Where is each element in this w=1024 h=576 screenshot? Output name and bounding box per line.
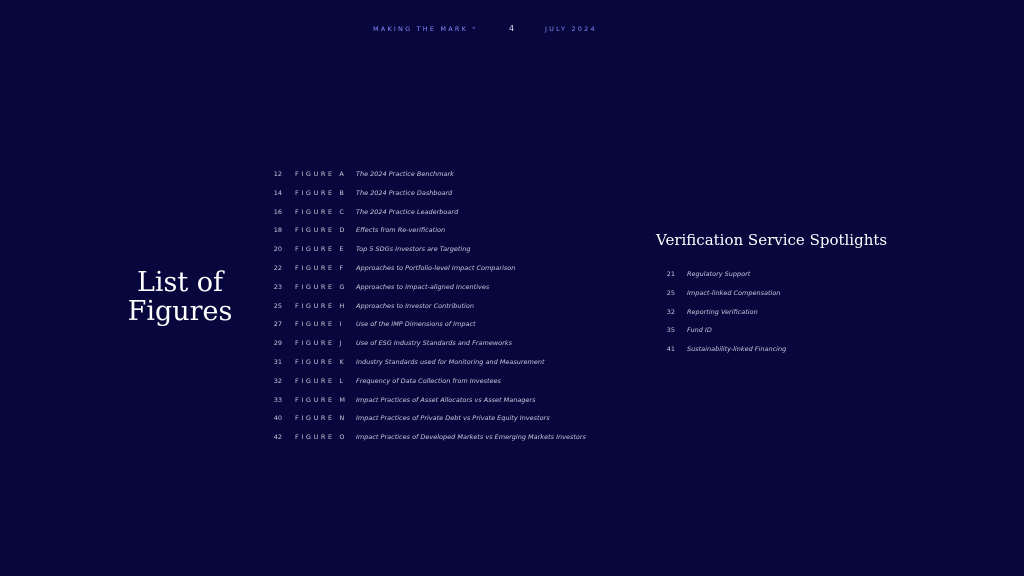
figure-page-number: 32 — [273, 376, 282, 385]
spotlights-heading: Verification Service Spotlights — [656, 231, 888, 249]
spotlight-title: Regulatory Support — [687, 270, 751, 278]
figure-page-number: 23 — [273, 282, 282, 291]
spotlight-entry[interactable] — [656, 287, 856, 306]
figure-page-number: 25 — [273, 301, 282, 310]
figure-label: FIGURE O — [295, 433, 348, 442]
figures-list — [266, 168, 626, 450]
spotlight-title: Impact-linked Compensation — [687, 288, 781, 297]
spotlights-list — [656, 268, 856, 362]
figure-label: FIGURE J — [295, 339, 344, 348]
figure-title: The 2024 Practice Dashboard — [356, 188, 453, 197]
spotlight-entry[interactable] — [656, 306, 856, 325]
figure-page-number: 18 — [273, 226, 282, 235]
figure-page-number: 20 — [273, 245, 282, 254]
figure-entry[interactable] — [266, 318, 626, 337]
figure-title: Impact Practices of Asset Allocators vs Asset Managers — [356, 395, 536, 404]
figure-title: Approaches to Investor Contribution — [356, 301, 474, 310]
figure-entry[interactable] — [266, 224, 626, 243]
spotlight-title: Reporting Verification — [687, 307, 758, 316]
spotlight-page-number: 25 — [666, 288, 675, 297]
figure-title: Top 5 SDGs Investors are Targeting — [356, 245, 471, 254]
figure-title: Frequency of Data Collection from Investees — [356, 376, 501, 385]
figure-label: FIGURE A — [295, 170, 347, 178]
figure-entry[interactable] — [266, 394, 626, 413]
figure-page-number: 27 — [273, 320, 282, 329]
figure-label: FIGURE G — [295, 282, 347, 291]
figure-entry[interactable] — [266, 356, 626, 375]
page-title: List of Figures — [127, 267, 233, 327]
spotlight-page-number: 32 — [666, 307, 675, 316]
figure-entry[interactable] — [266, 300, 626, 319]
figure-entry[interactable] — [266, 187, 626, 206]
figure-title: The 2024 Practice Leaderboard — [356, 207, 459, 216]
figure-page-number: 29 — [273, 339, 282, 348]
spotlight-title: Fund ID — [687, 326, 712, 335]
figure-entry[interactable] — [266, 262, 626, 281]
spotlight-entry[interactable] — [656, 268, 856, 287]
page-header — [0, 25, 1024, 37]
figure-title: Use of ESG Industry Standards and Frameworks — [356, 339, 512, 348]
figure-entry[interactable] — [266, 168, 626, 187]
figure-page-number: 40 — [273, 414, 282, 423]
figure-page-number: 31 — [273, 357, 282, 366]
figure-title: Effects from Re-verification — [356, 226, 446, 235]
figure-entry[interactable] — [266, 281, 626, 300]
figure-entry[interactable] — [266, 337, 626, 356]
figure-entry[interactable] — [266, 375, 626, 394]
figure-label: FIGURE E — [295, 245, 347, 254]
figure-page-number: 42 — [273, 433, 282, 442]
figure-label: FIGURE K — [295, 357, 347, 366]
page-number: 4 — [509, 24, 515, 33]
figure-page-number: 16 — [273, 207, 282, 216]
figure-entry[interactable] — [266, 412, 626, 431]
figure-title: Industry Standards used for Monitoring and Measurement — [356, 357, 545, 366]
figure-page-number: 33 — [273, 395, 282, 404]
spotlight-page-number: 21 — [666, 270, 675, 278]
figure-title: Impact Practices of Developed Markets vs Emerging Markets Investors — [356, 433, 586, 442]
figure-entry[interactable] — [266, 243, 626, 262]
spotlight-entry[interactable] — [656, 343, 856, 362]
figure-title: Approaches to Impact-aligned Incentives — [356, 282, 490, 291]
figure-title: The 2024 Practice Benchmark — [356, 170, 454, 178]
figure-entry[interactable] — [266, 431, 626, 450]
figure-title: Impact Practices of Private Debt vs Private Equity Investors — [356, 414, 550, 423]
figure-label: FIGURE C — [295, 207, 347, 216]
figure-page-number: 14 — [273, 188, 282, 197]
figure-label: FIGURE L — [295, 376, 346, 385]
spotlight-page-number: 41 — [666, 345, 675, 354]
figure-title: Approaches to Portfolio-level Impact Comparison — [356, 263, 516, 272]
figure-label: FIGURE B — [295, 188, 347, 197]
report-date: JULY 2024 — [545, 25, 597, 33]
figure-label: FIGURE N — [295, 414, 347, 423]
figure-title: Use of the IMP Dimensions of Impact — [356, 320, 476, 329]
figure-page-number: 12 — [273, 170, 282, 178]
figure-label: FIGURE M — [295, 395, 348, 404]
figure-label: FIGURE I — [295, 320, 344, 329]
figure-label: FIGURE F — [295, 263, 346, 272]
figure-label: FIGURE D — [295, 226, 347, 235]
figure-page-number: 22 — [273, 263, 282, 272]
figure-entry[interactable] — [266, 206, 626, 225]
spotlight-entry[interactable] — [656, 324, 856, 343]
spotlight-title: Sustainability-linked Financing — [687, 345, 787, 354]
figure-label: FIGURE H — [295, 301, 347, 310]
spotlight-page-number: 35 — [666, 326, 675, 335]
report-title: MAKING THE MARK ⁴ — [373, 25, 478, 33]
